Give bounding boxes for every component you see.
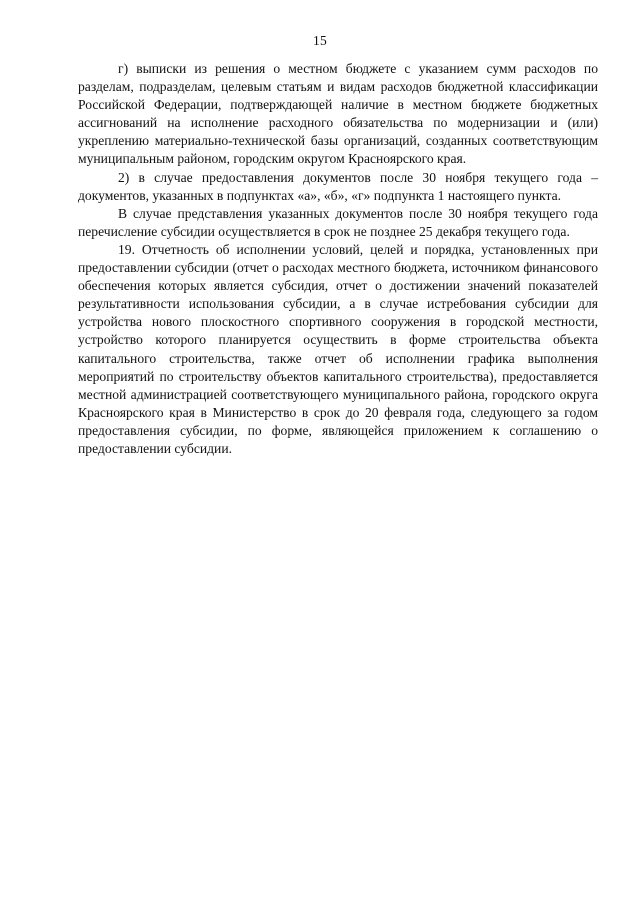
paragraph-subitem-2: 2) в случае предоставления документов после 30 ноября текущего года – документов, указанных в подпунктах «а», «б», «г» подпункта 1 настоящего пункта. [78,169,598,203]
paragraph-item-19: 19. Отчетность об исполнении условий, целей и порядка, установленных при предоставлении субсидии (отчет о расходах местного бюджета, источником финансового обеспечения которых является субсидия, отчет о достижении значений показателей результативности использования субсидии, а в случае истребования субсидии для устройства нового плоскостного спортивного сооружения в городской местности, устройство которого планируется осуществить в форме строительства объекта капитального строительства, также отчет об исполнении графика выполнения мероприятий по строительству объектов капитального строительства), предоставляется местной администрацией соответствующего муниципального района, городского округа Красноярского края в Министерство в срок до 20 февраля года, следующего за годом предоставления субсидии, по форме, являющейся приложением к соглашению о предоставлении субсидии. [78,241,598,456]
page-number: 15 [312,33,328,48]
paragraph-late-submission: В случае представления указанных документов после 30 ноября текущего года перечисление субсидии осуществляется в срок не позднее 25 декабря текущего года. [78,205,598,239]
document-body [78,60,598,458]
paragraph-subitem-g: г) выписки из решения о местном бюджете с указанием сумм расходов по разделам, подразделам, целевым статьям и видам расходов бюджетной классификации Российской Федерации, подтверждающей наличие в местном бюджете бюджетных ассигнований на исполнение расходного обязательства по модернизации и (или) укреплению материально-технической базы организаций, созданных соответствующим муниципальным районом, городским округом Красноярского края. [78,61,598,167]
